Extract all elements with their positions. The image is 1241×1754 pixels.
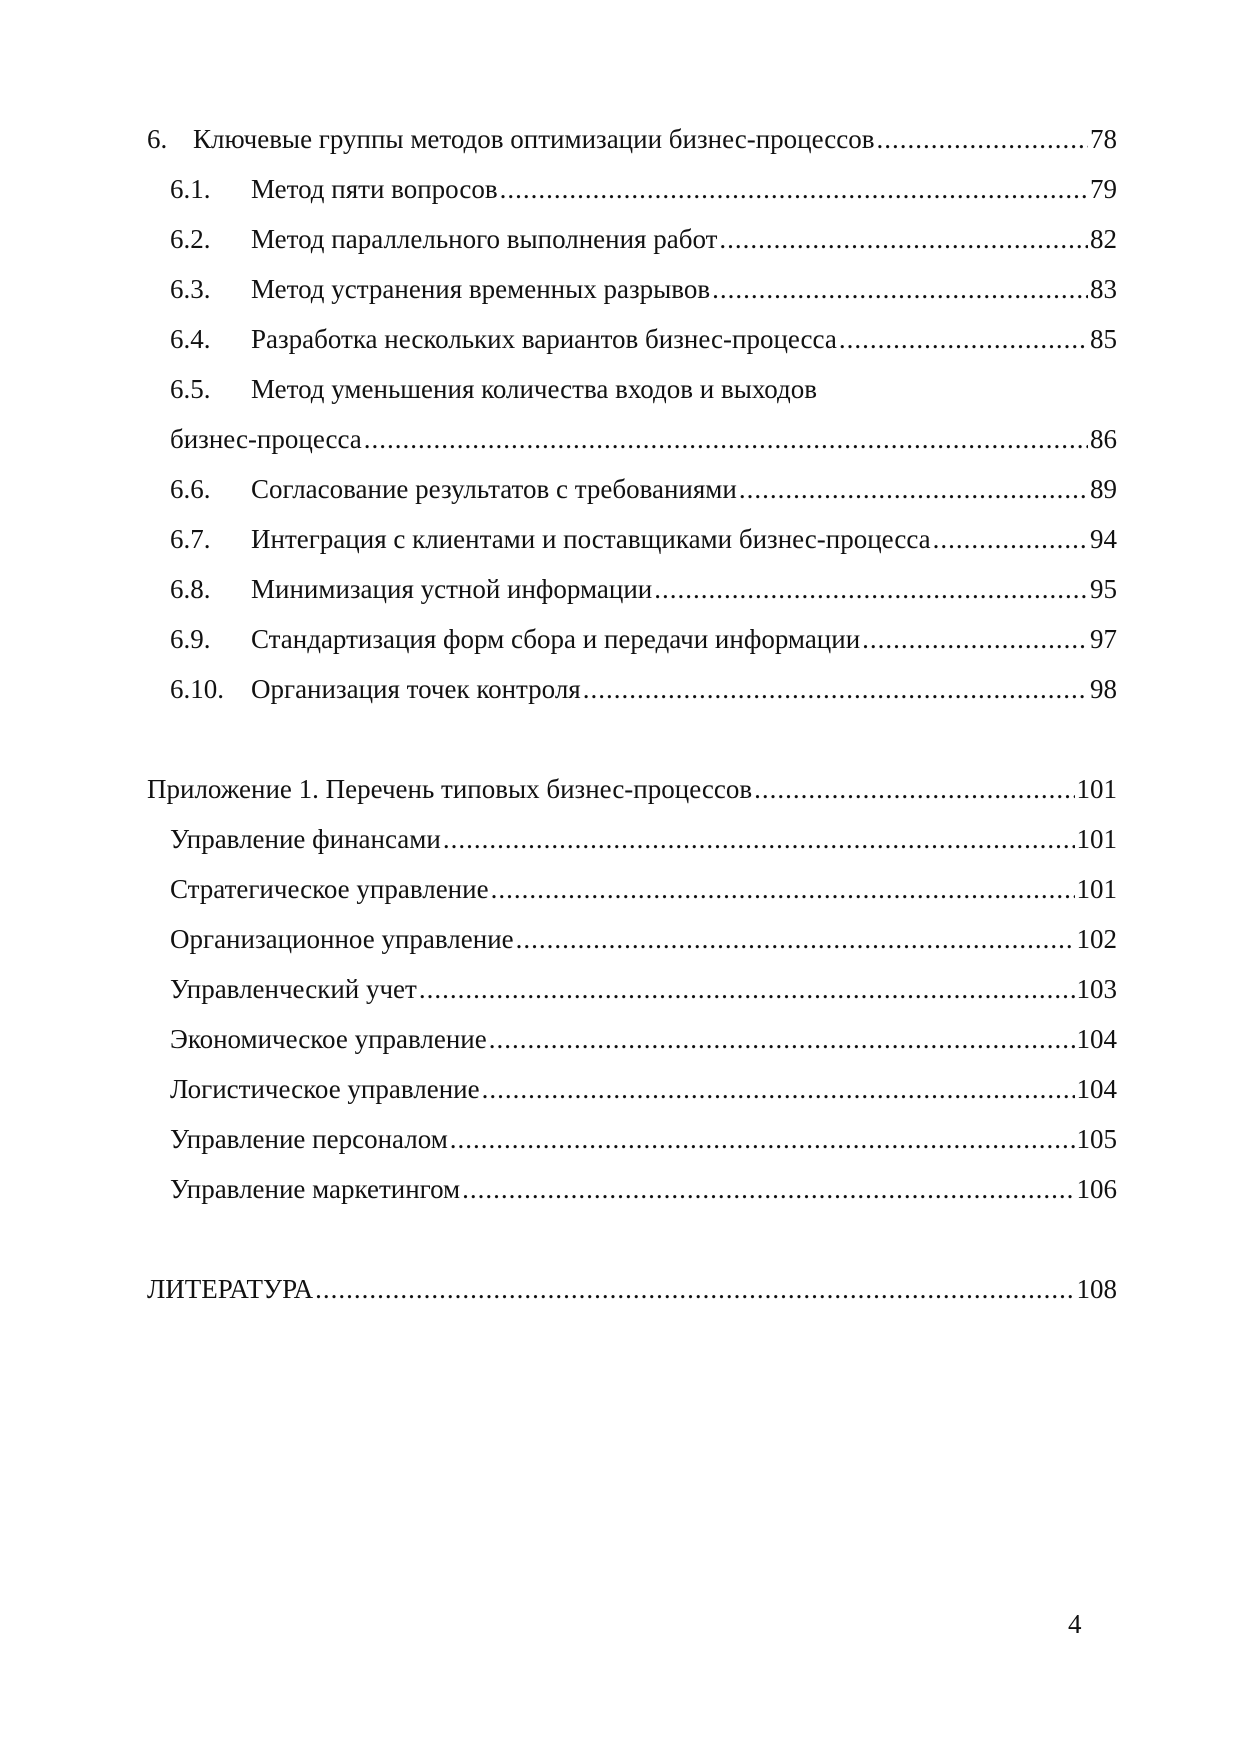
toc-entry-page: 108 xyxy=(1076,1274,1117,1304)
toc-entry-title: Метод параллельного выполнения работ xyxy=(251,224,718,254)
toc-entry-title: Логистическое управление xyxy=(170,1074,480,1104)
toc-entry-page: 98 xyxy=(1090,674,1117,704)
toc-entry-appendix-item[interactable] xyxy=(147,1014,1117,1064)
dot-leader xyxy=(364,414,1088,464)
table-of-contents xyxy=(147,114,1117,1314)
toc-entry-title: Организационное управление xyxy=(170,924,514,954)
dot-leader xyxy=(876,114,1088,164)
toc-entry-page: 101 xyxy=(1076,874,1117,904)
toc-entry-page: 85 xyxy=(1090,324,1117,354)
dot-leader xyxy=(654,564,1088,614)
dot-leader xyxy=(443,814,1075,864)
toc-entry-page: 79 xyxy=(1090,174,1117,204)
dot-leader xyxy=(583,664,1088,714)
toc-entry-page: 89 xyxy=(1090,474,1117,504)
toc-entry-page: 106 xyxy=(1076,1174,1117,1204)
toc-entry-title: Управленческий учет xyxy=(170,974,417,1004)
dot-leader xyxy=(839,314,1088,364)
toc-entry-appendix-item[interactable] xyxy=(147,1064,1117,1114)
dot-leader xyxy=(516,914,1075,964)
dot-leader xyxy=(462,1164,1074,1214)
toc-entry-appendix-item[interactable] xyxy=(147,1114,1117,1164)
toc-entry-number: 6.3. xyxy=(170,274,211,304)
dot-leader xyxy=(500,164,1088,214)
page-number: 4 xyxy=(1068,1609,1082,1639)
toc-entry-title-continuation: бизнес-процесса xyxy=(170,424,362,454)
toc-entry-title: Согласование результатов с требованиями xyxy=(251,474,737,504)
dot-leader xyxy=(482,1064,1075,1114)
toc-entry-literature[interactable] xyxy=(147,1264,1117,1314)
toc-entry-6-3[interactable] xyxy=(147,264,1117,314)
dot-leader xyxy=(419,964,1075,1014)
toc-entry-number: 6.8. xyxy=(170,574,211,604)
toc-entry-page: 95 xyxy=(1090,574,1117,604)
toc-entry-page: 86 xyxy=(1090,424,1117,454)
toc-entry-6-4[interactable] xyxy=(147,314,1117,364)
toc-entry-appendix-1[interactable] xyxy=(147,764,1117,814)
toc-entry-title: Стратегическое управление xyxy=(170,874,489,904)
toc-entry-page: 82 xyxy=(1090,224,1117,254)
toc-entry-6-7[interactable] xyxy=(147,514,1117,564)
toc-entry-number: 6.5. xyxy=(170,374,211,404)
toc-entry-title: Ключевые группы методов оптимизации бизнес-процессов xyxy=(193,124,875,154)
spacer xyxy=(147,1214,1117,1264)
toc-entry-6-10[interactable] xyxy=(147,664,1117,714)
toc-entry-title: Разработка нескольких вариантов бизнес-процесса xyxy=(251,324,837,354)
toc-entry-page: 83 xyxy=(1090,274,1117,304)
toc-entry-title: Экономическое управление xyxy=(170,1024,487,1054)
toc-entry-page: 103 xyxy=(1076,974,1117,1004)
toc-entry-title: Приложение 1. Перечень типовых бизнес-процессов xyxy=(147,774,753,804)
toc-entry-6-9[interactable] xyxy=(147,614,1117,664)
toc-entry-number: 6.2. xyxy=(170,224,211,254)
dot-leader xyxy=(862,614,1088,664)
dot-leader xyxy=(450,1114,1075,1164)
toc-entry-title: Метод пяти вопросов xyxy=(251,174,498,204)
toc-entry-title: Метод устранения временных разрывов xyxy=(251,274,711,304)
dot-leader xyxy=(315,1264,1074,1314)
toc-entry-appendix-item[interactable] xyxy=(147,814,1117,864)
toc-entry-appendix-item[interactable] xyxy=(147,1164,1117,1214)
spacer xyxy=(147,714,1117,764)
toc-entry-title: Управление финансами xyxy=(170,824,441,854)
toc-entry-number: 6.9. xyxy=(170,624,211,654)
toc-entry-page: 104 xyxy=(1076,1074,1117,1104)
toc-entry-page: 105 xyxy=(1076,1124,1117,1154)
toc-entry-6-1[interactable] xyxy=(147,164,1117,214)
toc-entry-title: Управление персоналом xyxy=(170,1124,448,1154)
toc-entry-number: 6.1. xyxy=(170,174,211,204)
toc-entry-page: 101 xyxy=(1076,774,1117,804)
dot-leader xyxy=(719,214,1088,264)
toc-entry-6-5[interactable] xyxy=(147,364,1117,414)
toc-entry-appendix-item[interactable] xyxy=(147,864,1117,914)
toc-entry-6-6[interactable] xyxy=(147,464,1117,514)
dot-leader xyxy=(712,264,1088,314)
toc-entry-title: Стандартизация форм сбора и передачи информации xyxy=(251,624,861,654)
toc-entry-number: 6.10. xyxy=(170,674,224,704)
toc-entry-appendix-item[interactable] xyxy=(147,964,1117,1014)
toc-entry-title: Организация точек контроля xyxy=(251,674,581,704)
toc-entry-number: 6.4. xyxy=(170,324,211,354)
toc-entry-page: 78 xyxy=(1090,124,1117,154)
toc-entry-page: 102 xyxy=(1076,924,1117,954)
toc-entry-title: ЛИТЕРАТУРА xyxy=(147,1274,314,1304)
toc-entry-title: Метод уменьшения количества входов и выходов xyxy=(251,374,818,404)
toc-entry-appendix-item[interactable] xyxy=(147,914,1117,964)
toc-entry-number: 6.7. xyxy=(170,524,211,554)
toc-entry-page: 104 xyxy=(1076,1024,1117,1054)
dot-leader xyxy=(933,514,1088,564)
toc-entry-number: 6.6. xyxy=(170,474,211,504)
dot-leader xyxy=(491,864,1075,914)
toc-entry-page: 94 xyxy=(1090,524,1117,554)
toc-entry-6[interactable] xyxy=(147,114,1117,164)
toc-entry-title: Минимизация устной информации xyxy=(251,574,653,604)
dot-leader xyxy=(739,464,1088,514)
toc-entry-6-2[interactable] xyxy=(147,214,1117,264)
toc-entry-page: 101 xyxy=(1076,824,1117,854)
toc-entry-6-5-continuation[interactable] xyxy=(147,414,1117,464)
toc-entry-page: 97 xyxy=(1090,624,1117,654)
toc-entry-title: Интеграция с клиентами и поставщиками бизнес-процесса xyxy=(251,524,931,554)
toc-entry-6-8[interactable] xyxy=(147,564,1117,614)
dot-leader xyxy=(489,1014,1075,1064)
dot-leader xyxy=(754,764,1074,814)
toc-entry-title: Управление маркетингом xyxy=(170,1174,461,1204)
toc-entry-number: 6. xyxy=(147,124,168,154)
